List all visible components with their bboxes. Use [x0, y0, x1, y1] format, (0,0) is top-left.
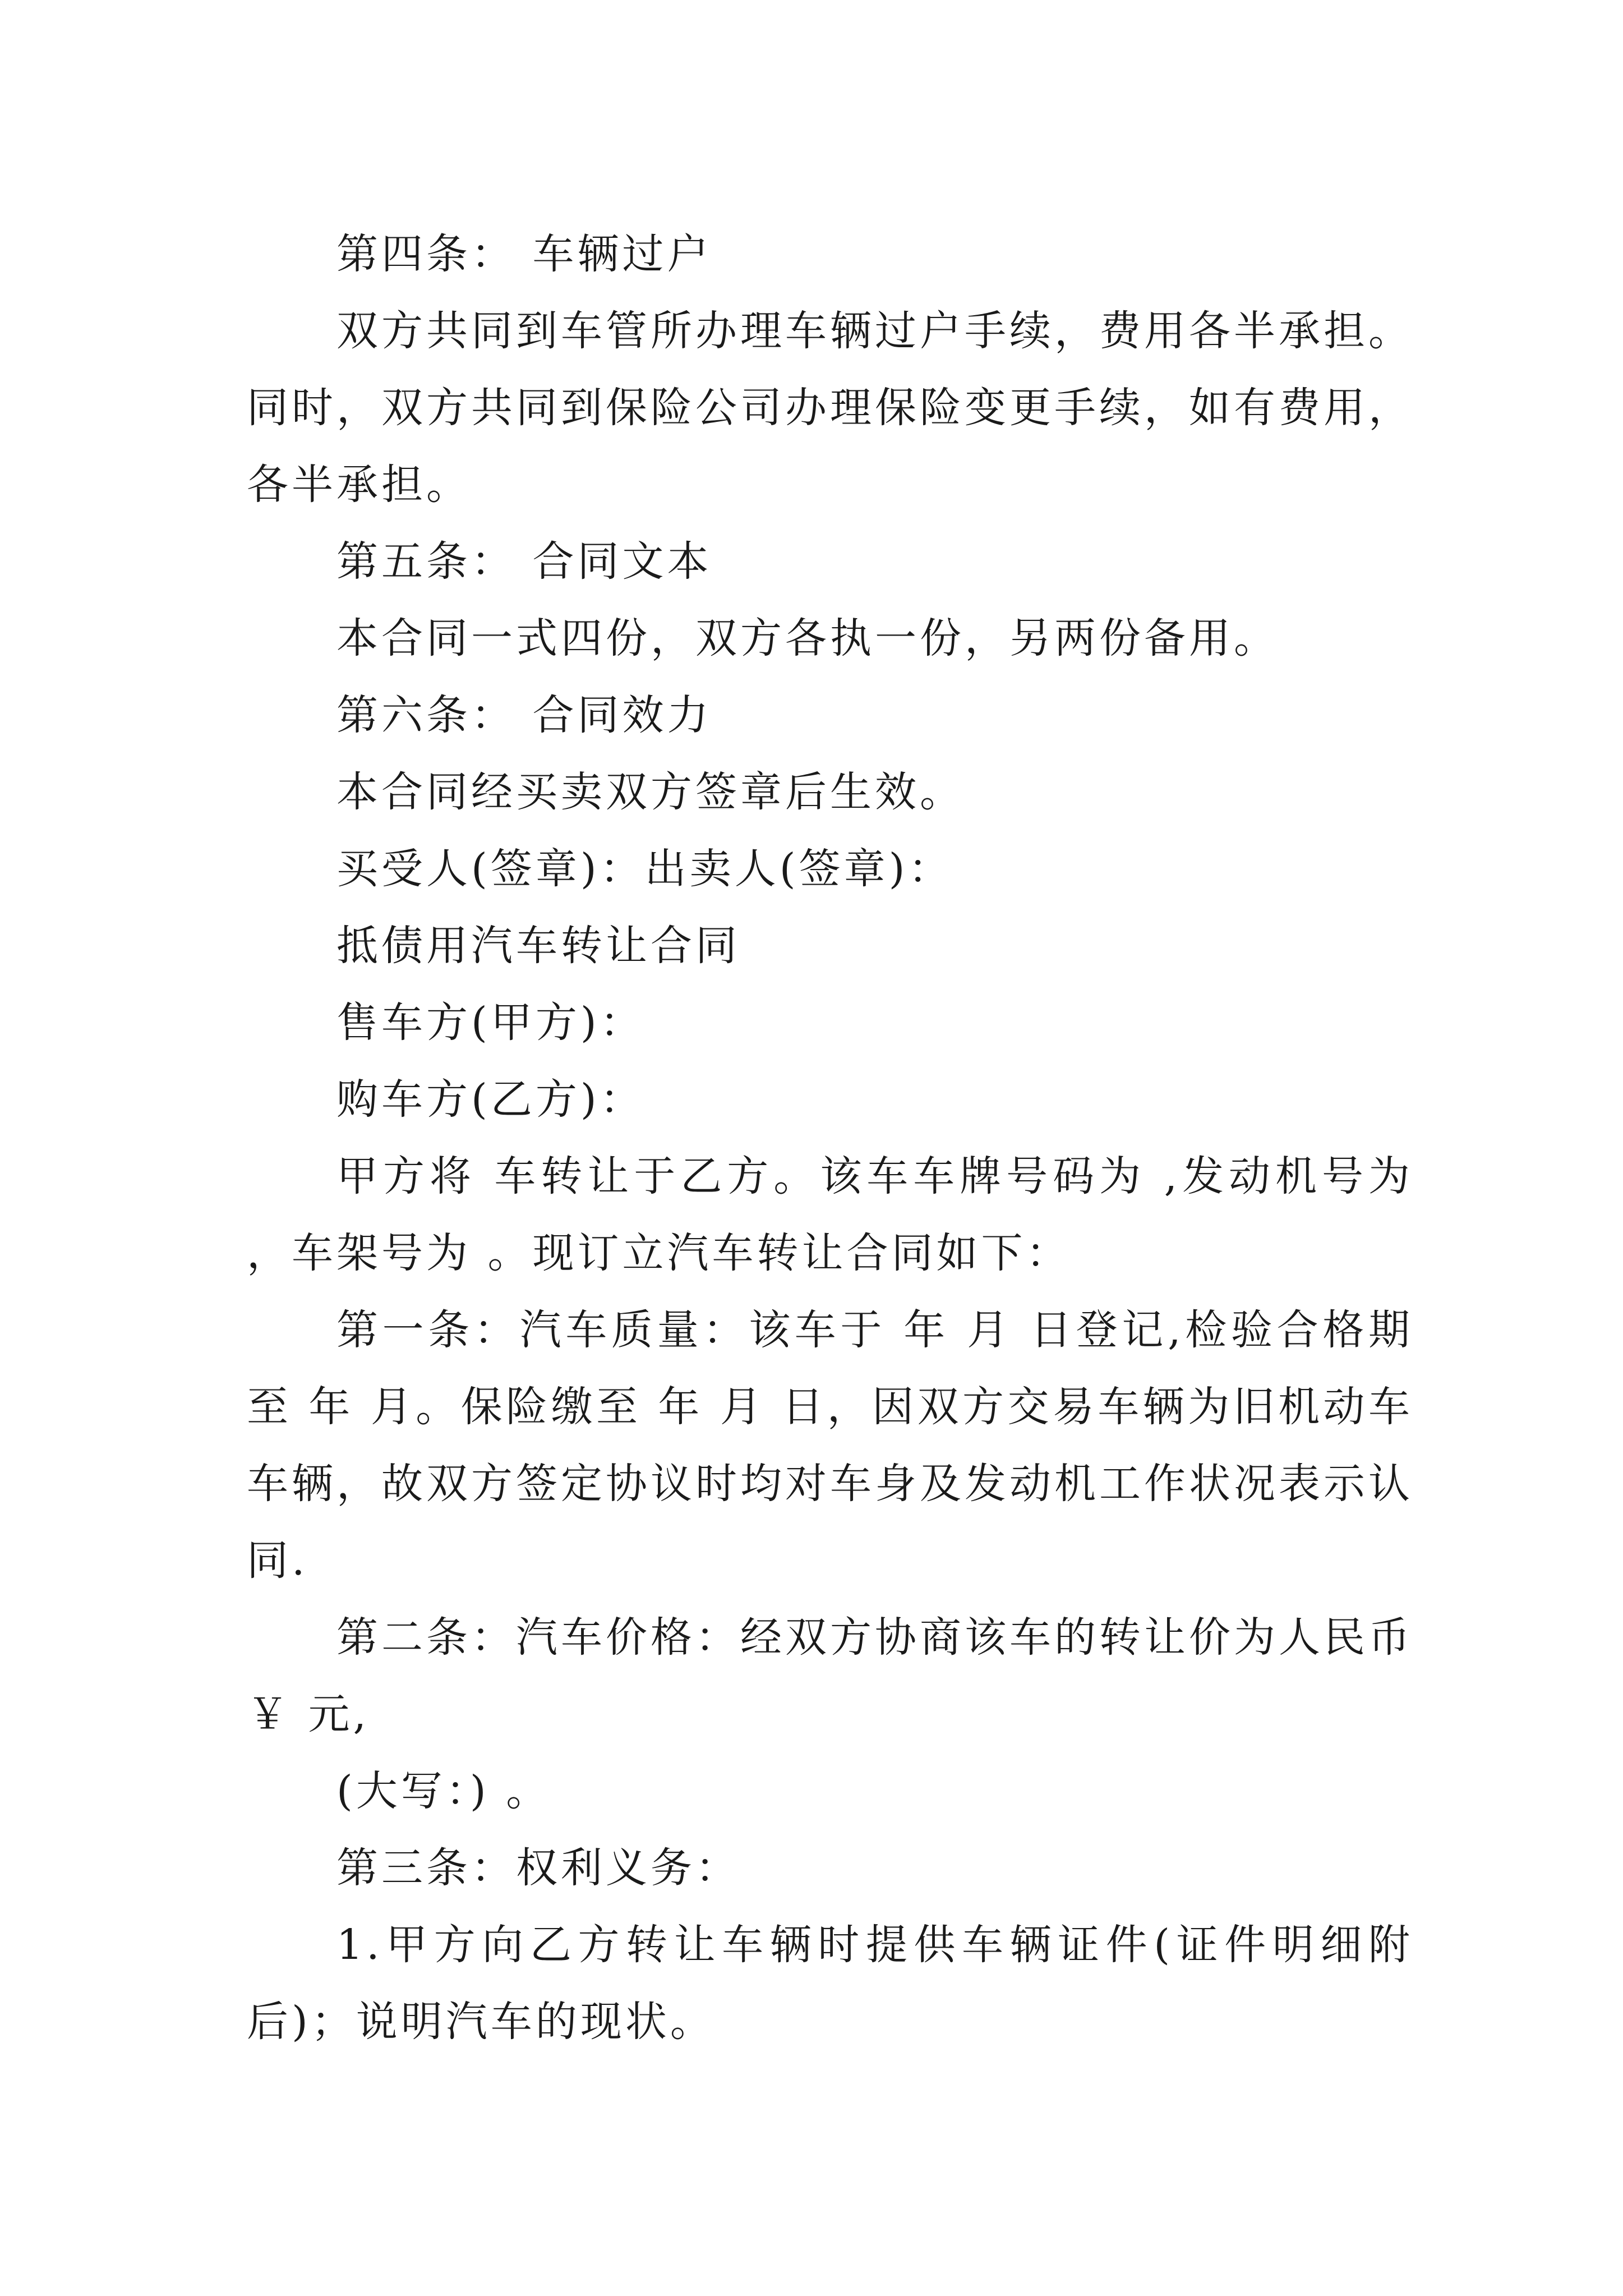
- seller-party: 售车方(甲方)：: [336, 999, 645, 1047]
- document-body: [247, 216, 1413, 2060]
- buyer-party: 购车方(乙方)：: [336, 1075, 645, 1124]
- clause-heading-4: 第四条： 车辆过户: [336, 230, 712, 278]
- rights-item-1: 1.甲方向乙方转让车辆时提供车辆证件(证件明细附后)；说明汽车的现状。: [247, 1921, 1413, 2046]
- signature-line: 买受人(签章)：出卖人(签章)：: [336, 845, 953, 893]
- clause-text-effect: 本合同经买卖双方签章后生效。: [336, 768, 965, 816]
- clause-text-copies: 本合同一式四份，双方各执一份，另两份备用。: [336, 614, 1279, 662]
- clause-heading-5: 第五条： 合同文本: [336, 537, 712, 586]
- price-in-words: (大写：) 。: [336, 1767, 551, 1815]
- intro-paragraph: 甲方将 车转让于乙方。该车车牌号码为 ,发动机号为 ，车架号为 。现订立汽车转让合同如下：: [247, 1152, 1413, 1277]
- clause-text-transfer: 双方共同到车管所办理车辆过户手续，费用各半承担。同时，双方共同到保险公司办理保险变更手续，如有费用，各半承担。: [247, 307, 1413, 509]
- article-2-price: 第二条：汽车价格：经双方协商该车的转让价为人民币￥ 元,: [247, 1613, 1413, 1738]
- clause-heading-6: 第六条： 合同效力: [336, 691, 712, 739]
- article-1-quality: 第一条：汽车质量：该车于 年 月 日登记,检验合格期至 年 月。保险缴至 年 月 日，因双方交易车辆为旧机动车车辆，故双方签定协议时均对车身及发动机工作状况表示认同.: [247, 1306, 1413, 1585]
- article-3-rights: 第三条：权利义务：: [336, 1844, 740, 1892]
- contract-title: 抵债用汽车转让合同: [336, 922, 740, 970]
